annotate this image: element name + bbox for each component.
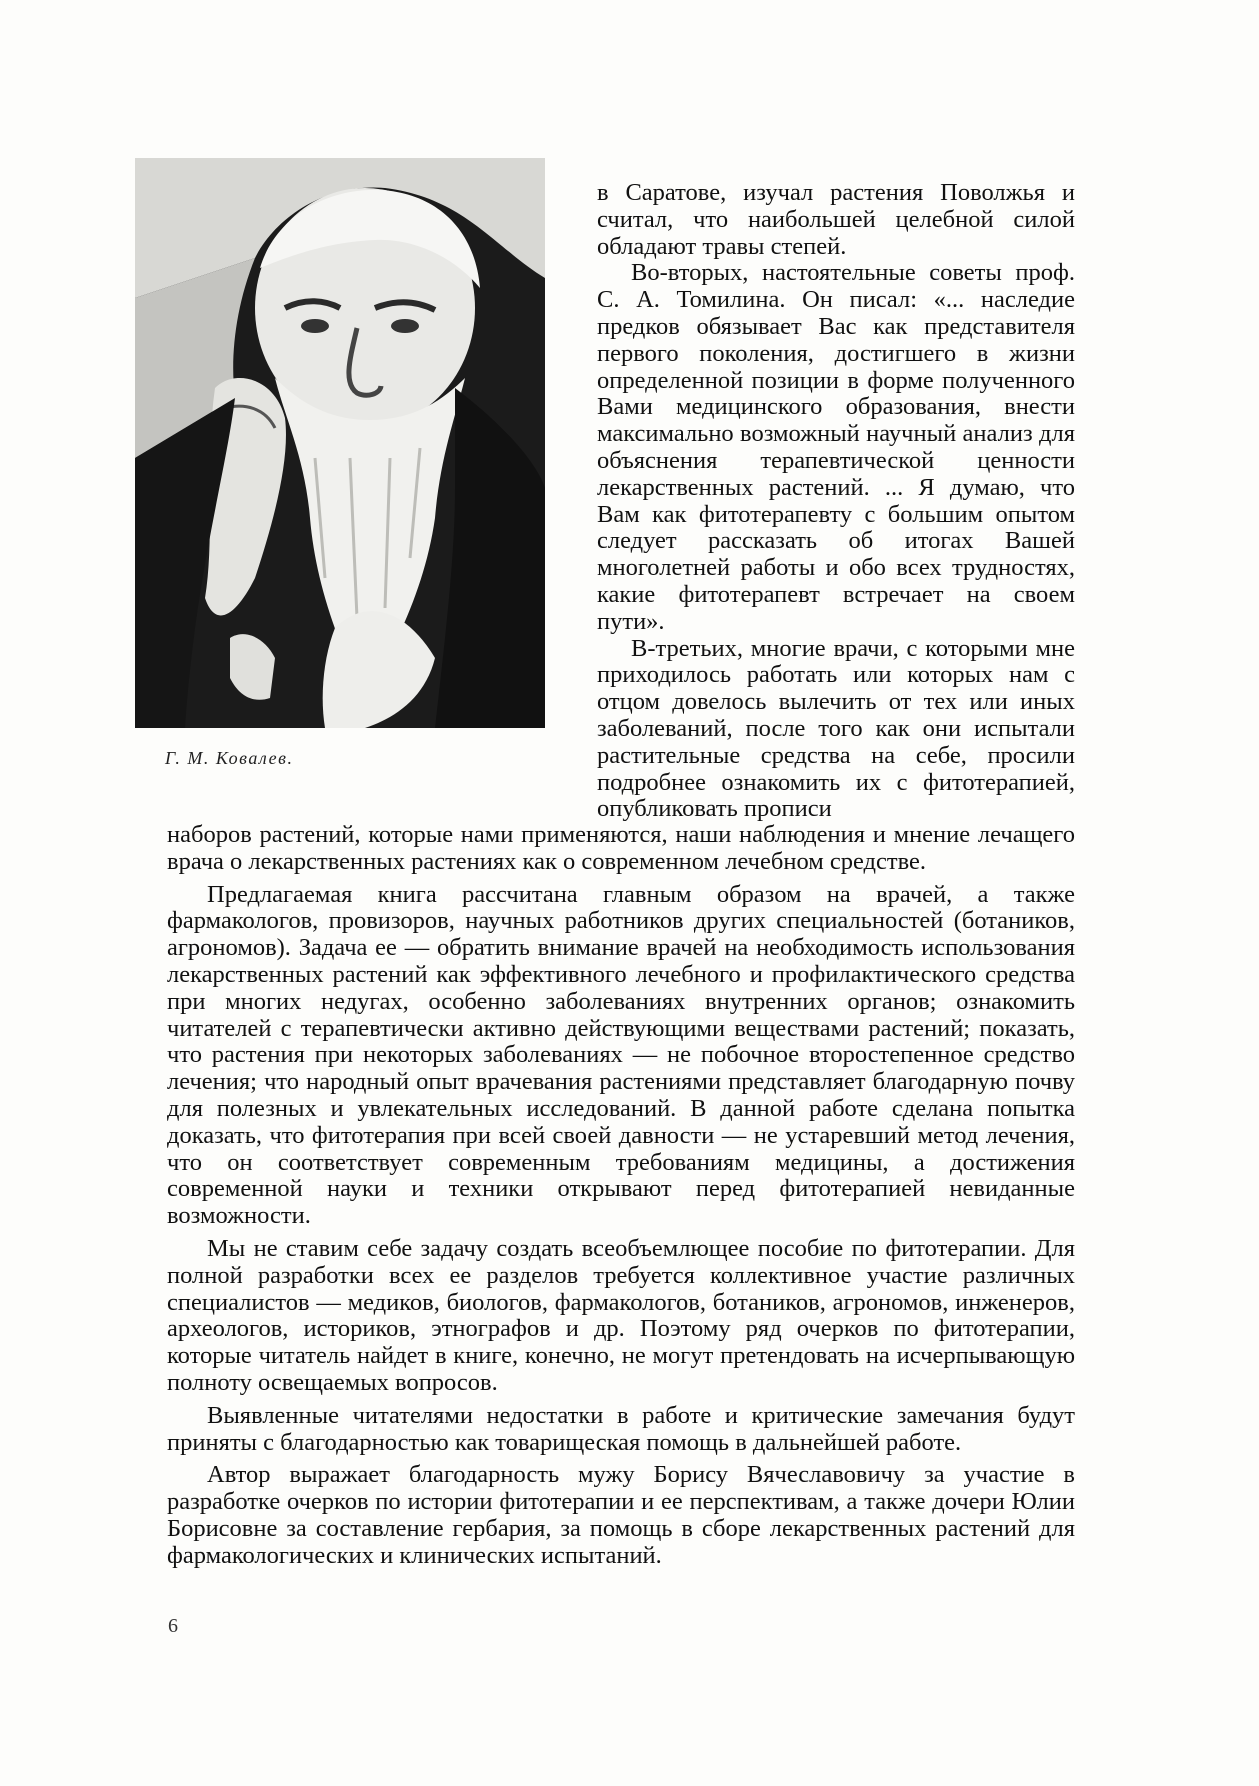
main-body-text: [167, 822, 1075, 1570]
body-paragraph: Мы не ставим себе задачу создать всеобъемлющее пособие по фитотерапии. Для полной разработки всех ее разделов требуется коллективное участие различных специалистов — медиков, биологов, фармакологов, ботаников, агрономов, инженеров, археологов, историков, этнографов и др. Поэтому ряд очерков по фитотерапии, которые читатель найдет в книге, конечно, не могут претендовать на исчерпывающую полноту освещаемых вопросов.: [167, 1234, 1075, 1396]
portrait-photo: [135, 158, 545, 728]
column-paragraph: в Саратове, изучал растения Поволжья и считал, что наибольшей целебной силой обладают травы степей.: [597, 179, 1075, 260]
body-paragraph: Автор выражает благодарность мужу Борису Вячеславовичу за участие в разработке очерков по истории фитотерапии и ее перспективам, а также дочери Юлии Борисовне за составление гербария, за помощь в сборе лекарственных растений для фармакологических и клинических испытаний.: [167, 1461, 1075, 1569]
body-paragraph: наборов растений, которые нами применяются, наши наблюдения и мнение лечащего врача о лекарственных растениях как о современном лечебном средстве.: [167, 821, 1075, 875]
photo-caption: Г. М. Ковалев.: [165, 748, 294, 768]
column-paragraph: В-третьих, многие врачи, с которыми мне приходилось работать или которых нам с отцом довелось вылечить от тех или иных заболеваний, после того как они испытали растительные средства на себе, просили подробнее ознакомить их с фитотерапией, опубликовать прописи: [597, 634, 1075, 823]
body-paragraph: Выявленные читателями недостатки в работе и критические замечания будут приняты с благодарностью как товарищеская помощь в дальнейшей работе.: [167, 1401, 1075, 1456]
right-column-text: [597, 180, 1075, 823]
body-paragraph: Предлагаемая книга рассчитана главным образом на врачей, а также фармакологов, провизоров, научных работников других специальностей (ботаников, агрономов). Задача ее — обратить внимание врачей на необходимость использования лекарственных растений как эффективного лечебного и профилактического средства при многих недугах, особенно заболеваниях внутренних органов; ознакомить читателей с терапевтически активно действующими веществами растений; показать, что растения при некоторых заболеваниях — не побочное второстепенное средство лечения; что народный опыт врачевания растениями представляет благодарную почву для полезных и увлекательных исследований. В данной работе сделана попытка доказать, что фитотерапия при всей своей давности — не устаревший метод лечения, что он соответствует современным требованиям медицины, а достижения современной науки и техники открывают перед фитотерапией невиданные возможности.: [167, 880, 1075, 1230]
page-number: 6: [168, 1615, 178, 1637]
portrait-image: [135, 158, 545, 728]
column-paragraph: Во-вторых, настоятельные советы проф. С. А. Томилина. Он писал: «... наследие предков обязывает Вас как представителя первого поколения, достигшего в жизни определенной позиции в форме полученного Вами медицинского образования, внести максимально возможный научный анализ для объяснения терапевтической ценности лекарственных растений. ... Я думаю, что Вам как фитотерапевту с большим опытом следует рассказать об итогах Вашей многолетней работы и обо всех трудностях, какие фитотерапевт встречает на своем пути».: [597, 259, 1075, 635]
